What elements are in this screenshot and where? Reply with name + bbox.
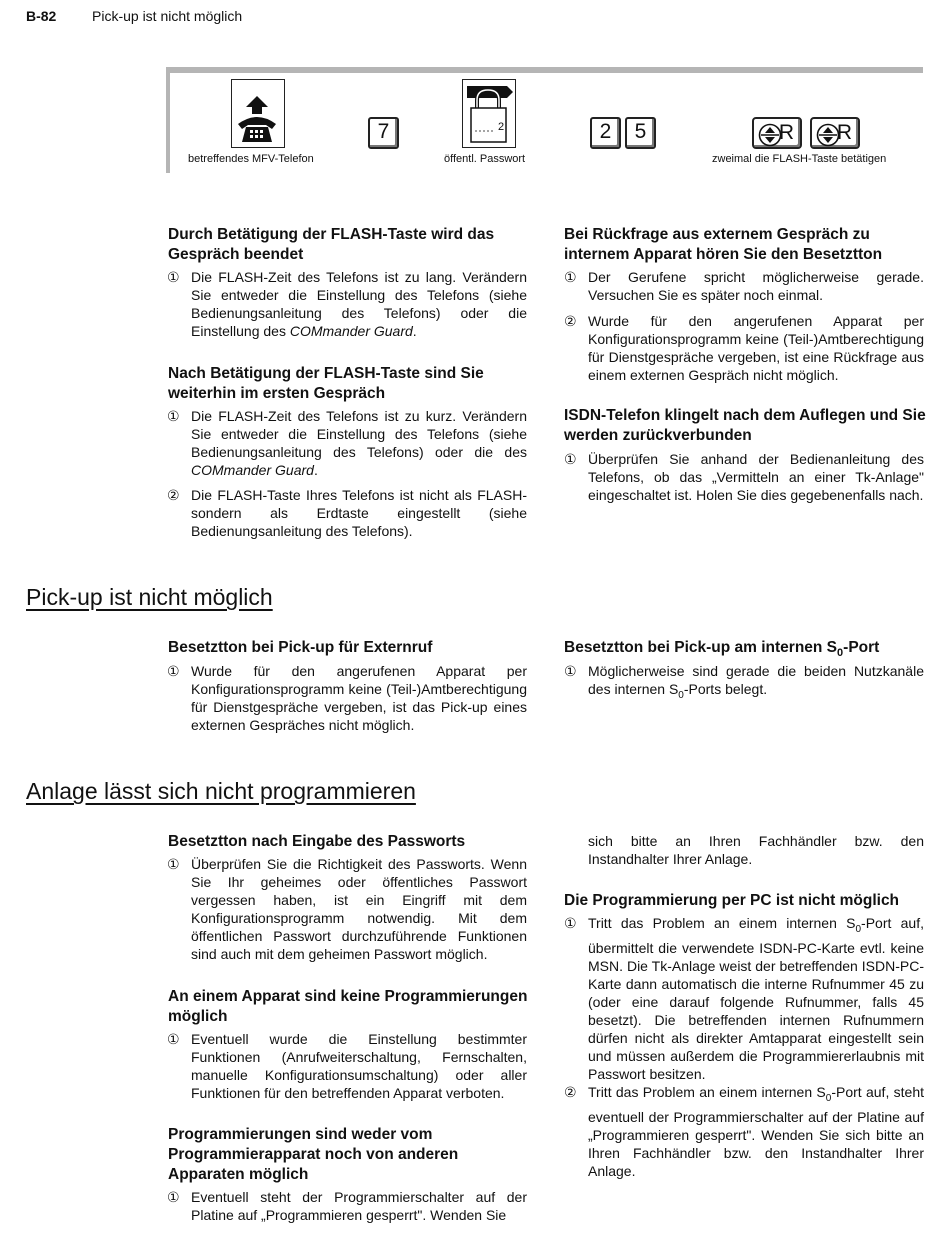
number-marker: ② [564,1084,577,1100]
item-text: Tritt das Problem an einem internen $S_0$-Port auf, übermittelt die verwendete ISDN-PC-Karte evtl. keine MSN. Die Tk-Anlage weist der betreffenden ISDN-PC-Karte dann automatisch die interne Rufnummer 45 zu (oder eine darauf folgende Rufnummer, falls 45 besetzt). Die betreffenden internen Rufnummern dürfen nicht als direkter Amtapparat eingestellt sein und müssen außerdem die Programmiererlaubnis mit Passwort besitzen. [588,915,924,1082]
item-text: Wurde für den angerufenen Apparat per Konfigurationsprogramm keine (Teil-)Amtberechtigung für Dienstgespräche vergeben, ist das Pick-up eines externen Gespräches nicht möglich. [191,663,527,733]
number-marker: ② [564,313,577,329]
flash-key-1 [752,117,802,149]
number-marker: ① [564,269,577,285]
page-header-title: Pick-up ist nicht möglich [92,8,243,24]
list-item [167,486,527,540]
password-digit: 2 [498,121,505,133]
list-item [564,268,924,304]
number-marker: ① [564,451,577,467]
number-marker: ① [564,915,577,931]
heading-rueckfrage-busy: Bei Rückfrage aus externem Gespräch zu internem Apparat hören Sie den Besetztton [564,226,883,263]
item-text: Die FLASH-Zeit des Telefons ist zu lang. Verändern Sie entweder die Einstellung des Telefons (siehe Bedienungsanleitung des Telefons) oder die Einstellung des COMmander Guard. [191,269,527,339]
heading-pickup-external: Besetztton bei Pick-up für Externruf [168,639,433,656]
heading-flash-ends-call: Durch Betätigung der FLASH-Taste wird das Gespräch beendet [168,226,495,263]
number-marker: ① [167,269,180,285]
list-item [564,312,924,384]
list-item [564,662,924,701]
item-text: Eventuell wurde die Einstellung bestimmter Funktionen (Anrufweiterschaltung, Fernschalten, manuelle Konfigurationsumschaltung) oder aller Funktionen für den betreffenden Apparat verboten. [191,1031,527,1101]
list-item [167,407,527,479]
flash-r-label: R [778,121,794,144]
heading-pickup-internal-s0: Besetztton bei Pick-up am internen $S_0$-Port [564,639,880,660]
item-text: Möglicherweise sind gerade die beiden Nutzkanäle des internen $S_0$-Ports belegt. [588,663,924,701]
caption-phone: betreffendes MFV-Telefon [188,153,314,165]
key-5: 5 [625,117,656,149]
number-marker: ① [167,1189,180,1205]
password-lock-icon [462,79,516,148]
key-7: 7 [368,117,399,149]
list-item [564,1083,924,1179]
item-text: Überprüfen Sie anhand der Bedienanleitung des Telefons, ob das „Vermitteln an einer Tk-Anlage" eingeschaltet ist. Holen Sie dies gegebenenfalls nach. [588,451,924,503]
key-2: 2 [590,117,621,149]
heading-no-programming-anywhere: Programmierungen sind weder vom Programmierapparat noch von anderen Apparaten möglich [168,1126,459,1183]
flash-key-2 [810,117,860,149]
list-item [167,855,527,963]
item-text: Überprüfen Sie die Richtigkeit des Passworts. Wenn Sie Ihr geheimes oder öffentliches Passwort vergessen haben, ist ein Eingriff mit dem Konfigurationsprogramm notwendig. Mit dem öffentlichen Passwort durchzuführende Funktionen sind auch mit dem geheimen Passwort möglich. [191,856,527,962]
list-item [564,914,924,1082]
number-marker: ① [167,856,180,872]
section-title-programming: Anlage lässt sich nicht programmieren [26,778,416,804]
heading-pc-programming: Die Programmierung per PC ist nicht möglich [564,892,900,909]
number-marker: ② [167,487,180,503]
heading-isdn-rings: ISDN-Telefon klingelt nach dem Auflegen und Sie werden zurückverbunden [564,407,926,444]
phone-handset-lift-icon [231,79,285,148]
item-text: Die FLASH-Taste Ihres Telefons ist nicht als FLASH- sondern als Erdtaste eingestellt (siehe Bedienungsanleitung des Telefons). [191,487,527,539]
heading-flash-still-first-call: Nach Betätigung der FLASH-Taste sind Sie weiterhin im ersten Gespräch [168,365,484,402]
number-marker: ① [167,663,180,679]
item-text: Eventuell steht der Programmierschalter auf der Platine auf „Programmieren gesperrt". Wenden Sie [191,1189,527,1223]
caption-password: öffentl. Passwort [444,153,526,165]
list-item-continuation [564,832,924,868]
heading-busy-after-password: Besetztton nach Eingabe des Passworts [168,833,466,850]
item-text: sich bitte an Ihren Fachhändler bzw. den Instandhalter Ihrer Anlage. [588,833,924,867]
heading-no-programming-device: An einem Apparat sind keine Programmierungen möglich [168,988,528,1025]
list-item [167,1030,527,1102]
item-text: Tritt das Problem an einem internen $S_0$-Port auf, steht eventuell der Programmierschalter auf der Platine auf „Programmieren gesperrt". Wenden Sie sich bitte an Ihren Fachhändler bzw. den Instandhalter Ihrer Anlage. [588,1084,924,1179]
number-marker: ① [167,408,180,424]
list-item [167,662,527,734]
flash-r-label: R [836,121,852,144]
list-item [167,268,527,340]
number-marker: ① [564,663,577,679]
section-title-pickup: Pick-up ist nicht möglich [26,584,273,610]
caption-flash: zweimal die FLASH-Taste betätigen [712,153,887,165]
number-marker: ① [167,1031,180,1047]
page-number: B-82 [26,8,57,24]
item-text: Die FLASH-Zeit des Telefons ist zu kurz. Verändern Sie entweder die Einstellung des Telefons (siehe Bedienungsanleitung des Telefons) oder die des COMmander Guard. [191,408,527,478]
list-item [167,1188,527,1224]
list-item [564,450,924,522]
item-text: Wurde für den angerufenen Apparat per Konfigurationsprogramm keine (Teil-)Amtberechtigung für Dienstgespräche vergeben, ist eine Rückfrage aus einem externen Gespräch nicht möglich. [588,313,924,383]
item-text: Der Gerufene spricht möglicherweise gerade. Versuchen Sie es später noch einmal. [588,269,924,303]
